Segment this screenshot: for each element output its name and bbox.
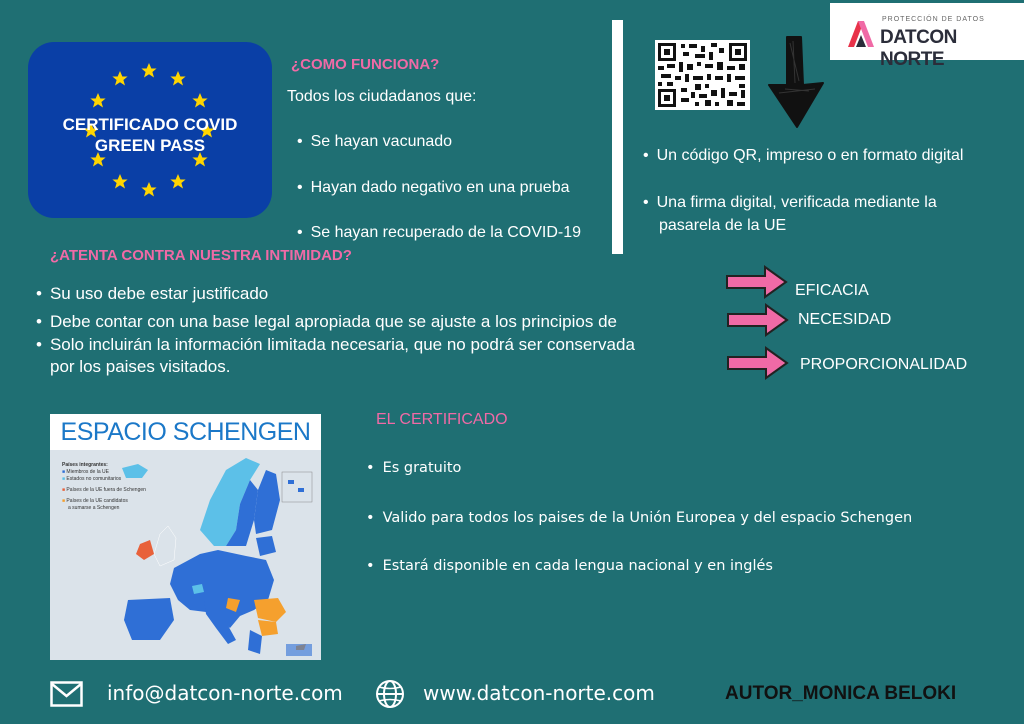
qr-item: • Un código QR, impreso o en formato digital bbox=[643, 147, 963, 165]
como-item: • Se hayan vacunado bbox=[297, 133, 452, 151]
como-intro: Todos los ciudadanos que: bbox=[287, 88, 477, 105]
pink-arrow-icon bbox=[725, 264, 789, 300]
divider bbox=[612, 20, 623, 254]
intimidad-item: • Debe contar con una base legal apropiada que se ajuste a los principios de bbox=[36, 312, 617, 332]
qr-code-icon bbox=[655, 40, 750, 110]
schengen-map bbox=[50, 414, 321, 660]
email-link[interactable]: info@datcon-norte.com bbox=[107, 681, 343, 705]
como-item: • Hayan dado negativo en una prueba bbox=[297, 179, 569, 197]
datcon-logo-icon bbox=[848, 21, 876, 47]
certificado-item: • Estará disponible en cada lengua nacional y en inglés bbox=[366, 558, 773, 574]
mail-icon bbox=[50, 681, 83, 707]
intimidad-item: • Su uso debe estar justificado bbox=[36, 284, 268, 304]
author: AUTOR_MONICA BELOKI bbox=[725, 683, 957, 704]
pink-arrow-icon bbox=[726, 302, 790, 338]
pink-arrow-icon bbox=[726, 345, 790, 381]
qr-item-cont: pasarela de la UE bbox=[659, 217, 787, 234]
certificado-heading: EL CERTIFICADO bbox=[376, 411, 508, 428]
down-arrow-icon bbox=[765, 33, 827, 131]
logo-name: DATCON NORTE bbox=[880, 27, 957, 70]
principio-necesidad: NECESIDAD bbox=[798, 311, 892, 328]
certificado-item: • Valido para todos los paises de la Unión Europea y del espacio Schengen bbox=[366, 510, 912, 526]
certificado-item: • Es gratuito bbox=[366, 460, 461, 476]
logo-subtitle: PROTECCIÓN DE DATOS bbox=[882, 16, 985, 23]
badge-title: CERTIFICADO COVID GREEN PASS bbox=[62, 115, 238, 155]
map-title: ESPACIO SCHENGEN bbox=[60, 418, 311, 446]
map-legend: Países integrantes: ■ Miembros de la UE ■ Estados no comunitarios ■ Países de la UE fuera de Schengen ■ Países de la UE candidatos a sumarse a Schengen bbox=[62, 462, 146, 511]
intimidad-item: • Solo incluirán la información limitada necesaria, que no podrá ser conservada bbox=[36, 335, 635, 355]
green-pass-badge bbox=[28, 42, 272, 218]
datcon-logo bbox=[830, 3, 1024, 70]
como-heading: ¿COMO FUNCIONA? bbox=[291, 56, 440, 73]
como-item: • Se hayan recuperado de la COVID-19 bbox=[297, 224, 581, 242]
globe-icon bbox=[375, 679, 405, 709]
principio-proporcionalidad: PROPORCIONALIDAD bbox=[800, 356, 968, 373]
intimidad-item-cont: por los paises visitados. bbox=[50, 357, 231, 376]
qr-item: • Una firma digital, verificada mediante la bbox=[643, 194, 937, 212]
intimidad-heading: ¿ATENTA CONTRA NUESTRA INTIMIDAD? bbox=[50, 247, 352, 264]
principio-eficacia: EFICACIA bbox=[795, 282, 869, 299]
web-link[interactable]: www.datcon-norte.com bbox=[423, 681, 655, 705]
